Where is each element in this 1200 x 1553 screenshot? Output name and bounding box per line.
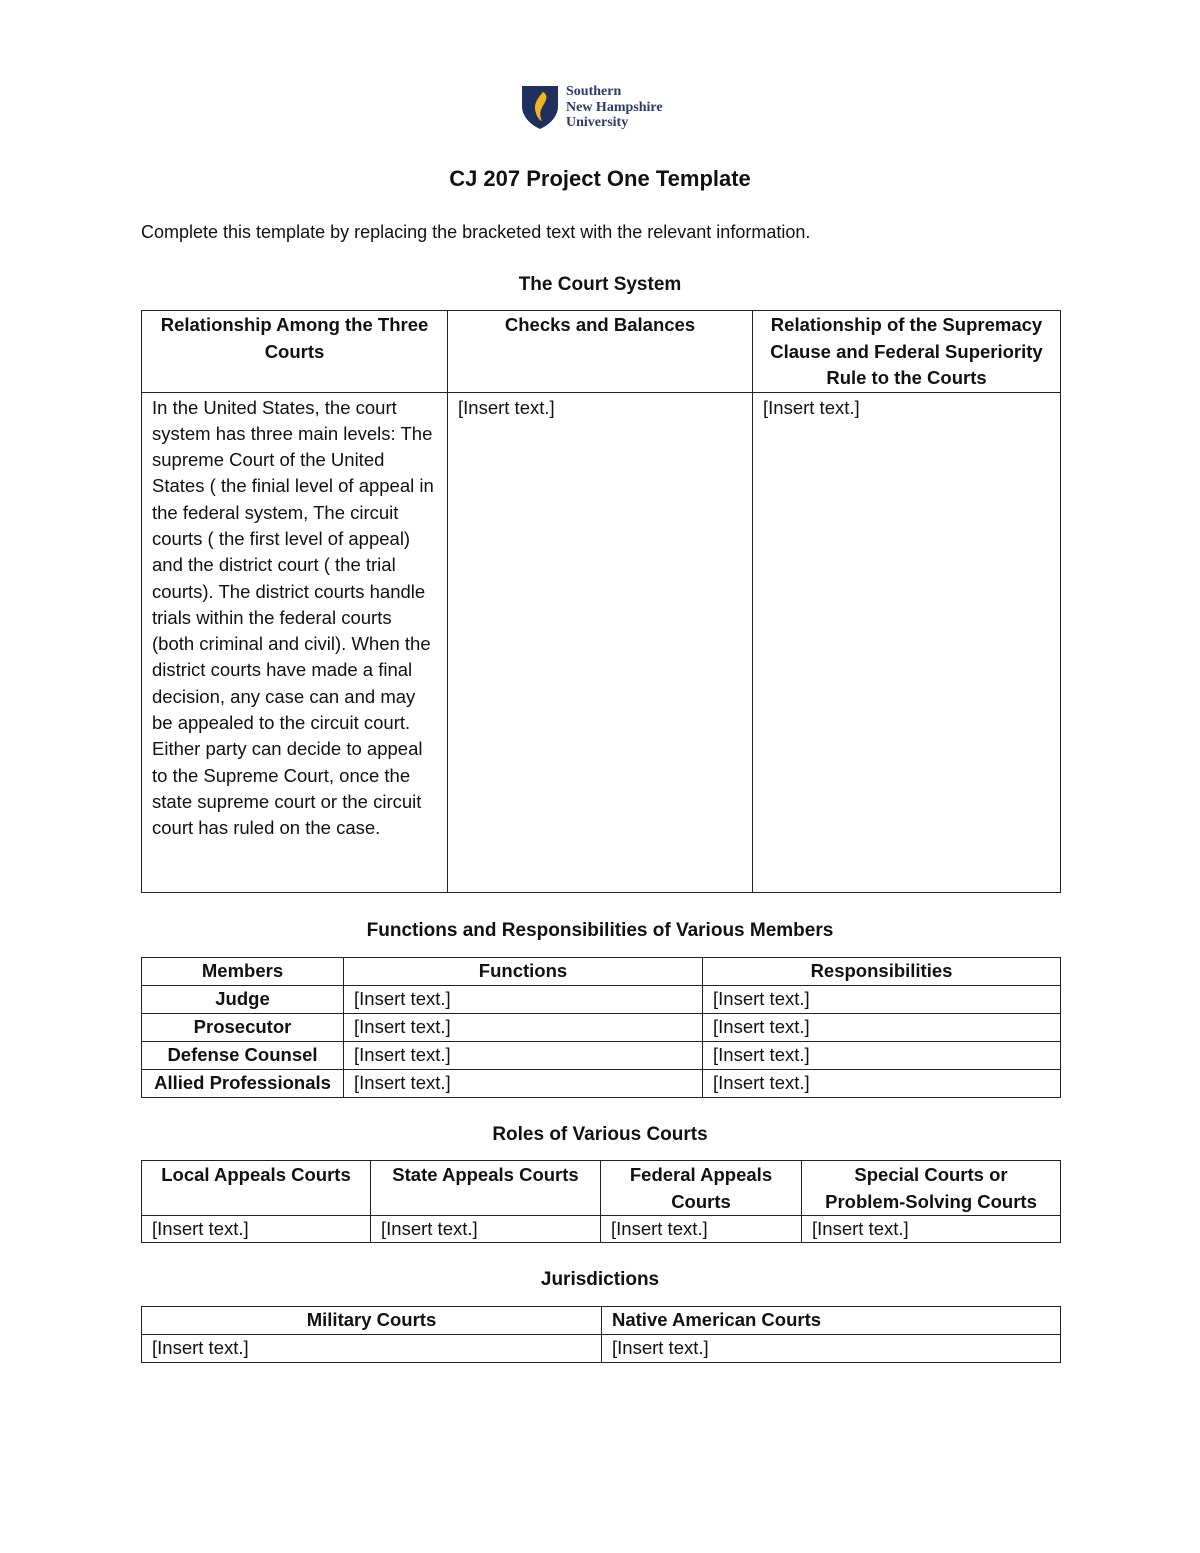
header-state-appeals: State Appeals Courts (371, 1161, 601, 1216)
table-row (142, 986, 1061, 1014)
header-supremacy-clause: Relationship of the Supremacy Clause and Federal Superiority Rule to the Courts (753, 311, 1061, 393)
jurisdictions-heading: Jurisdictions (540, 1269, 660, 1290)
military-courts-text[interactable]: [Insert text.] (142, 1335, 602, 1363)
shield-flame-icon (521, 84, 559, 130)
federal-appeals-text[interactable]: [Insert text.] (601, 1216, 802, 1243)
header-native-american-courts: Native American Courts (602, 1307, 1061, 1335)
intro-text: Complete this template by replacing the bracketed text with the relevant information. (141, 222, 811, 242)
member-responsibilities[interactable]: [Insert text.] (703, 1042, 1061, 1070)
logo-line-1: Southern (566, 84, 622, 99)
court-system-table (141, 310, 1061, 893)
member-name: Judge (142, 986, 344, 1014)
court-system-header-row (142, 311, 1061, 393)
state-appeals-text[interactable]: [Insert text.] (371, 1216, 601, 1243)
header-members: Members (142, 958, 344, 986)
relationship-three-courts-text[interactable]: In the United States, the court system has three main levels: The supreme Court of the United States ( the finial level of appeal in the federal system, The circuit courts ( the first level of appeal) and the district court ( the trial courts). The district courts handle trials within the federal courts (both criminal and civil). When the district courts have made a final decision, any case can and may be appealed to the circuit court. Either party can decide to appeal to the Supreme Court, once the state supreme court or the circuit court has ruled on the case. (142, 392, 448, 892)
court-system-heading: The Court System (518, 274, 682, 295)
member-functions[interactable]: [Insert text.] (344, 1014, 703, 1042)
university-logo (521, 84, 663, 131)
members-heading: Functions and Responsibilities of Various Members (366, 920, 834, 941)
table-row (142, 1070, 1061, 1098)
court-system-body-row (142, 392, 1061, 892)
supremacy-clause-text[interactable]: [Insert text.] (753, 392, 1061, 892)
header-functions: Functions (344, 958, 703, 986)
special-courts-text[interactable]: [Insert text.] (802, 1216, 1061, 1243)
logo-line-2: New Hampshire (566, 99, 663, 115)
header-special-courts: Special Courts or Problem-Solving Courts (802, 1161, 1061, 1216)
member-functions[interactable]: [Insert text.] (344, 986, 703, 1014)
local-appeals-text[interactable]: [Insert text.] (142, 1216, 371, 1243)
native-american-courts-text[interactable]: [Insert text.] (602, 1335, 1061, 1363)
members-table (141, 957, 1061, 1098)
logo-wordmark (566, 84, 663, 131)
member-responsibilities[interactable]: [Insert text.] (703, 1070, 1061, 1098)
header-military-courts: Military Courts (142, 1307, 602, 1335)
jurisdictions-body-row (142, 1335, 1061, 1363)
courts-table (141, 1160, 1061, 1243)
checks-balances-text[interactable]: [Insert text.] (448, 392, 753, 892)
member-responsibilities[interactable]: [Insert text.] (703, 986, 1061, 1014)
header-relationship-three-courts: Relationship Among the Three Courts (142, 311, 448, 393)
header-responsibilities: Responsibilities (703, 958, 1061, 986)
jurisdictions-header-row (142, 1307, 1061, 1335)
courts-body-row (142, 1216, 1061, 1243)
header-federal-appeals: Federal Appeals Courts (601, 1161, 802, 1216)
members-header-row (142, 958, 1061, 986)
jurisdictions-table (141, 1306, 1061, 1363)
member-name: Prosecutor (142, 1014, 344, 1042)
table-row (142, 1014, 1061, 1042)
document-title: CJ 207 Project One Template (449, 166, 751, 191)
logo-line-3: University (566, 115, 629, 130)
member-functions[interactable]: [Insert text.] (344, 1042, 703, 1070)
member-name: Defense Counsel (142, 1042, 344, 1070)
header-local-appeals: Local Appeals Courts (142, 1161, 371, 1216)
member-functions[interactable]: [Insert text.] (344, 1070, 703, 1098)
courts-header-row (142, 1161, 1061, 1216)
header-checks-balances: Checks and Balances (448, 311, 753, 393)
member-responsibilities[interactable]: [Insert text.] (703, 1014, 1061, 1042)
table-row (142, 1042, 1061, 1070)
member-name: Allied Professionals (142, 1070, 344, 1098)
courts-heading: Roles of Various Courts (492, 1124, 708, 1145)
